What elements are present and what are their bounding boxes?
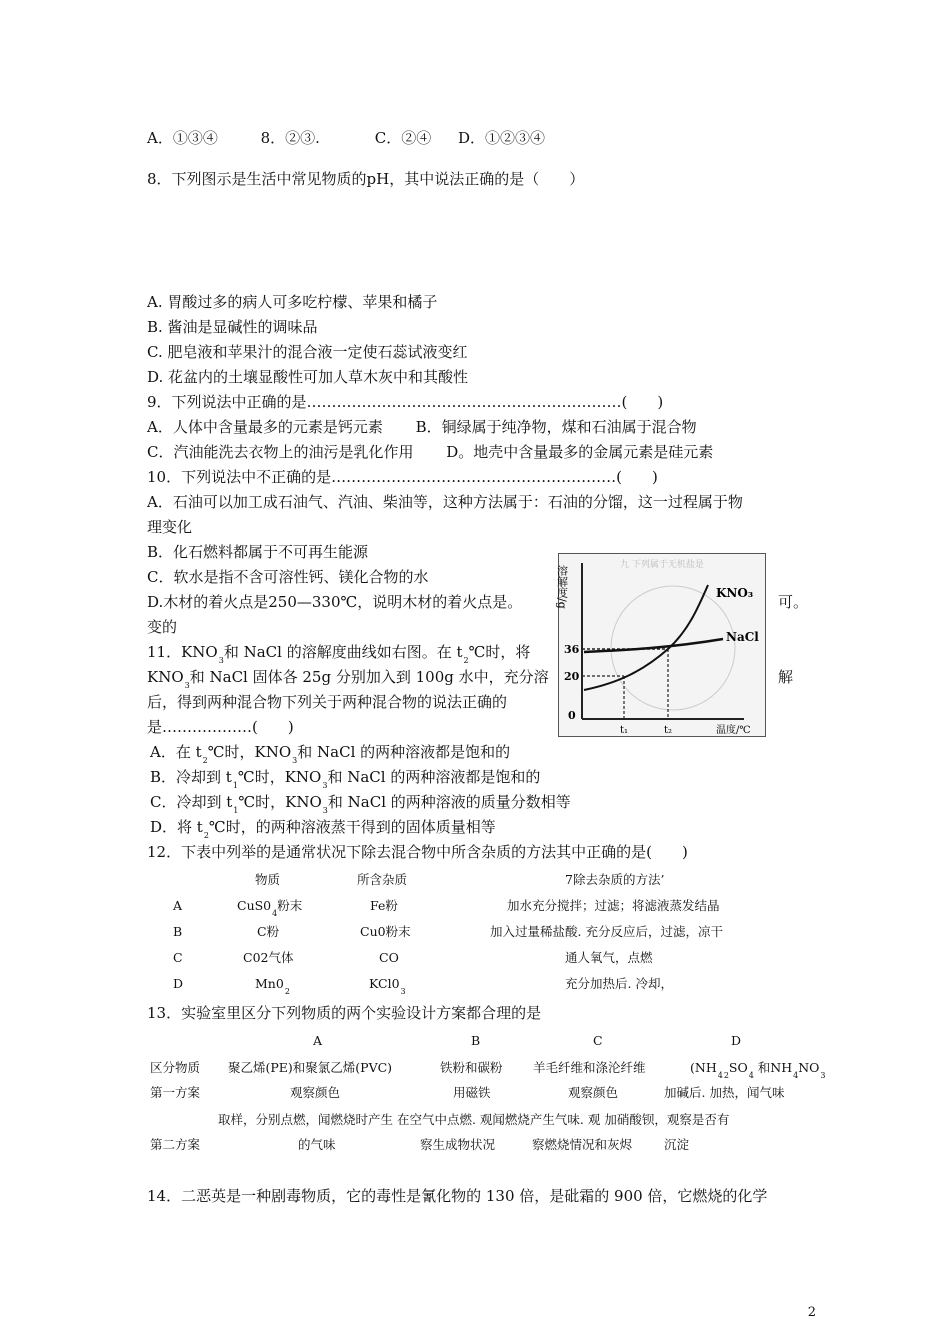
q13-cell: (NH (690, 1060, 717, 1075)
q8-option-d: D. 花盆内的土壤显酸性可加人草木灰中和其酸性 (147, 368, 469, 386)
q10-option-b: B．化石燃料都属于不可再生能源 (147, 543, 369, 561)
q12-row-substance: C粉 (257, 924, 280, 939)
y-axis-label: 溶解度/g (555, 565, 569, 609)
q13-row1-a: 聚乙烯(PE)和聚氯乙烯(PVC) (228, 1060, 393, 1075)
subscript: 3 (322, 806, 328, 815)
subscript: 4 (748, 1071, 754, 1080)
q11-text: ℃时，KNO (237, 768, 322, 786)
q11-text: A．在 t (150, 743, 202, 761)
subscript: 3 (184, 681, 190, 690)
q12-row-impurity: Cu0粉末 (360, 924, 411, 939)
q10-option-a-line2: 理变化 (147, 518, 193, 536)
q13-cell: 和NH (757, 1060, 793, 1075)
y-tick-20: 20 (564, 670, 580, 683)
q12-row-method: 通人氧气，点燃 (565, 950, 653, 965)
q10-option-d-line2: 变的 (147, 618, 178, 636)
q11-text: 和 NaCl 固体各 25g 分别加入到 100g 水中，充分溶 (189, 668, 549, 686)
subscript: 4 (793, 1071, 799, 1080)
q11-stem-line4: 是………………( ) (147, 718, 294, 736)
q12-header-method: 7除去杂质的方法’ (565, 872, 665, 887)
q11-text: 和 NaCl 的两种溶液的质量分数相等 (327, 793, 571, 811)
x-tick-t1: t₁ (620, 725, 629, 736)
q14-stem: 14．二恶英是一种剧毒物质，它的毒性是氰化物的 130 倍，是砒霜的 900 倍，它燃烧的化学 (147, 1187, 768, 1205)
q7-option-d: D．①②③④ (457, 129, 546, 147)
q13-row1-label: 区分物质 (150, 1060, 201, 1075)
x-axis-label: 温度/℃ (716, 725, 751, 736)
subscript: 1 (233, 806, 239, 815)
q13-row4-d: 沉淀 (664, 1137, 690, 1152)
q11-text: 11．KNO (147, 643, 218, 661)
q12-row-method: 充分加热后. 冷却， (565, 976, 673, 991)
q7-option-b: 8．②③. (260, 129, 320, 147)
q12-row-substance (237, 898, 302, 922)
q13-col-a: A (313, 1033, 323, 1048)
q12-row-label: B (173, 924, 183, 939)
q9-option-a: A．人体中含量最多的元素是钙元素 (147, 418, 383, 436)
q12-cell: KCl0 (369, 976, 400, 991)
q7-option-a: A．①③④ (147, 129, 218, 147)
subscript: 2 (463, 656, 469, 665)
subscript: 2 (202, 756, 208, 765)
q9-option-c: C．汽油能洗去衣物上的油污是乳化作用 (147, 443, 414, 461)
q13-row1-c: 羊毛纤维和涤沦纤维 (533, 1060, 646, 1075)
q8-option-a: A. 胃酸过多的病人可多吃柠檬、苹果和橘子 (147, 293, 438, 311)
subscript: 3 (218, 656, 224, 665)
q11-text: ℃时，将 (468, 643, 531, 661)
x-tick-t2: t₂ (664, 725, 673, 736)
q10-option-a-line1: A．石油可以加工成石油气、汽油、柴油等，这种方法属于：石油的分馏，这一过程属于物 (147, 493, 743, 511)
q13-row1-d (690, 1060, 826, 1084)
q12-row-substance: C02气体 (243, 950, 294, 965)
q9-option-b: B．铜绿属于纯净物，煤和石油属于混合物 (415, 418, 697, 436)
subscript: 2 (203, 831, 209, 840)
q13-row2-c: 观察颜色 (568, 1085, 619, 1100)
q12-row-impurity (369, 976, 406, 1000)
subscript: 2 (723, 1071, 729, 1080)
subscript: 1 (232, 781, 238, 790)
q12-row-impurity: CO (379, 950, 399, 965)
q12-row-label: A (173, 898, 183, 913)
q12-row-method: 加水充分搅拌；过滤；将滤液蒸发结晶 (507, 898, 720, 913)
q11-text: ℃时，KNO (207, 743, 292, 761)
q12-cell: Mn0 (255, 976, 284, 991)
q13-row3: 取样，分别点燃，闻燃烧时产生 在空气中点燃. 观闻燃烧产生气味. 观 加硝酸钡，观察是否有 (218, 1112, 730, 1127)
q8-option-c: C. 肥皂液和苹果汁的混合液一定使石蕊试液变红 (147, 343, 468, 361)
q10-option-d-tail: 可。 (778, 593, 809, 611)
q13-row2-d: 加碱后. 加热，闻气味 (664, 1085, 785, 1100)
q10-option-d: D.木材的着火点是250—330℃，说明木材的着火点是。 (147, 593, 523, 611)
q12-header-substance: 物质 (255, 872, 281, 887)
q13-col-b: B (471, 1033, 481, 1048)
q12-header-impurity: 所含杂质 (357, 872, 408, 887)
q10-option-c: C．软水是指不含可溶性钙、镁化合物的水 (147, 568, 429, 586)
subscript: 3 (400, 987, 406, 996)
kno3-label: KNO₃ (716, 586, 754, 600)
q12-cell: CuS0 (237, 898, 272, 913)
q11-text: D．将 t (150, 818, 203, 836)
q13-col-c: C (593, 1033, 603, 1048)
y-tick-0: 0 (568, 709, 576, 722)
q13-row4-c: 察燃烧情况和灰烬 (532, 1137, 633, 1152)
q11-text: 和 NaCl 的溶解度曲线如右图。在 t (223, 643, 463, 661)
chart-background-text: 九 下列属于无机盐是 (620, 560, 704, 570)
q9-options-ab (147, 417, 697, 437)
q13-stem: 13．实验室里区分下列物质的两个实验设计方案都合理的是 (147, 1004, 542, 1022)
q13-row4-a: 的气味 (298, 1137, 336, 1152)
subscript: 3 (292, 756, 298, 765)
q13-cell: SO (728, 1060, 748, 1075)
q12-row-substance (255, 976, 290, 1000)
q13-row2-a: 观察颜色 (290, 1085, 341, 1100)
subscript: 3 (820, 1071, 826, 1080)
q11-text: B．冷却到 t (150, 768, 232, 786)
nacl-label: NaCl (726, 630, 759, 644)
q11-stem-line3: 后，得到两种混合物下列关于两种混合物的说法正确的 (147, 693, 508, 711)
q13-col-d: D (731, 1033, 742, 1048)
q10-stem: 10．下列说法中不正确的是…………………………………………………( ) (147, 468, 658, 486)
subscript: 4 (717, 1071, 723, 1080)
y-tick-36: 36 (564, 643, 580, 656)
subscript: 3 (322, 781, 328, 790)
solubility-chart (555, 553, 766, 737)
q9-stem: 9．下列说法中正确的是………………………………………………………( ) (147, 393, 664, 411)
subscript: 4 (272, 909, 278, 918)
q8-option-b: B. 酱油是显碱性的调味品 (147, 318, 318, 336)
q11-text: ℃时，的两种溶液蒸干得到的固体质量相等 (208, 818, 496, 836)
q7-option-c: C．②④ (374, 129, 432, 147)
q13-cell: NO (798, 1060, 820, 1075)
q12-stem: 12．下表中列举的是通常状况下除去混合物中所含杂质的方法其中正确的是( ) (147, 843, 688, 861)
q8-stem: 8．下列图示是生活中常见物质的pH，其中说法正确的是（ ） (147, 170, 585, 188)
q12-cell: 粉末 (277, 898, 303, 913)
q13-row2-label: 第一方案 (150, 1085, 201, 1100)
q13-row4-label: 第二方案 (150, 1137, 201, 1152)
q12-row-label: C (173, 950, 183, 965)
q12-row-method: 加入过量稀盐酸. 充分反应后，过滤，凉干 (490, 924, 723, 939)
q11-text: 和 NaCl 的两种溶液都是饱和的 (327, 768, 541, 786)
q11-text: KNO (147, 668, 184, 686)
q11-stem-line2-tail: 解 (778, 668, 794, 686)
q7-options-row (147, 128, 545, 148)
q13-row4-b: 察生成物状况 (420, 1137, 496, 1152)
q9-option-d: D。地壳中含量最多的金属元素是硅元素 (446, 443, 714, 461)
q12-row-impurity: Fe粉 (370, 898, 398, 913)
q9-options-cd (147, 442, 713, 462)
q11-text: 和 NaCl 的两种溶液都是饱和的 (297, 743, 511, 761)
q11-text: ℃时，KNO (238, 793, 322, 811)
q12-row-label: D (173, 976, 184, 991)
q13-row2-b: 用磁铁 (453, 1085, 491, 1100)
page-number: 2 (807, 1305, 816, 1320)
q13-row1-b: 铁粉和碳粉 (440, 1060, 503, 1075)
q11-text: C．冷却到 t (150, 793, 233, 811)
subscript: 2 (284, 987, 290, 996)
